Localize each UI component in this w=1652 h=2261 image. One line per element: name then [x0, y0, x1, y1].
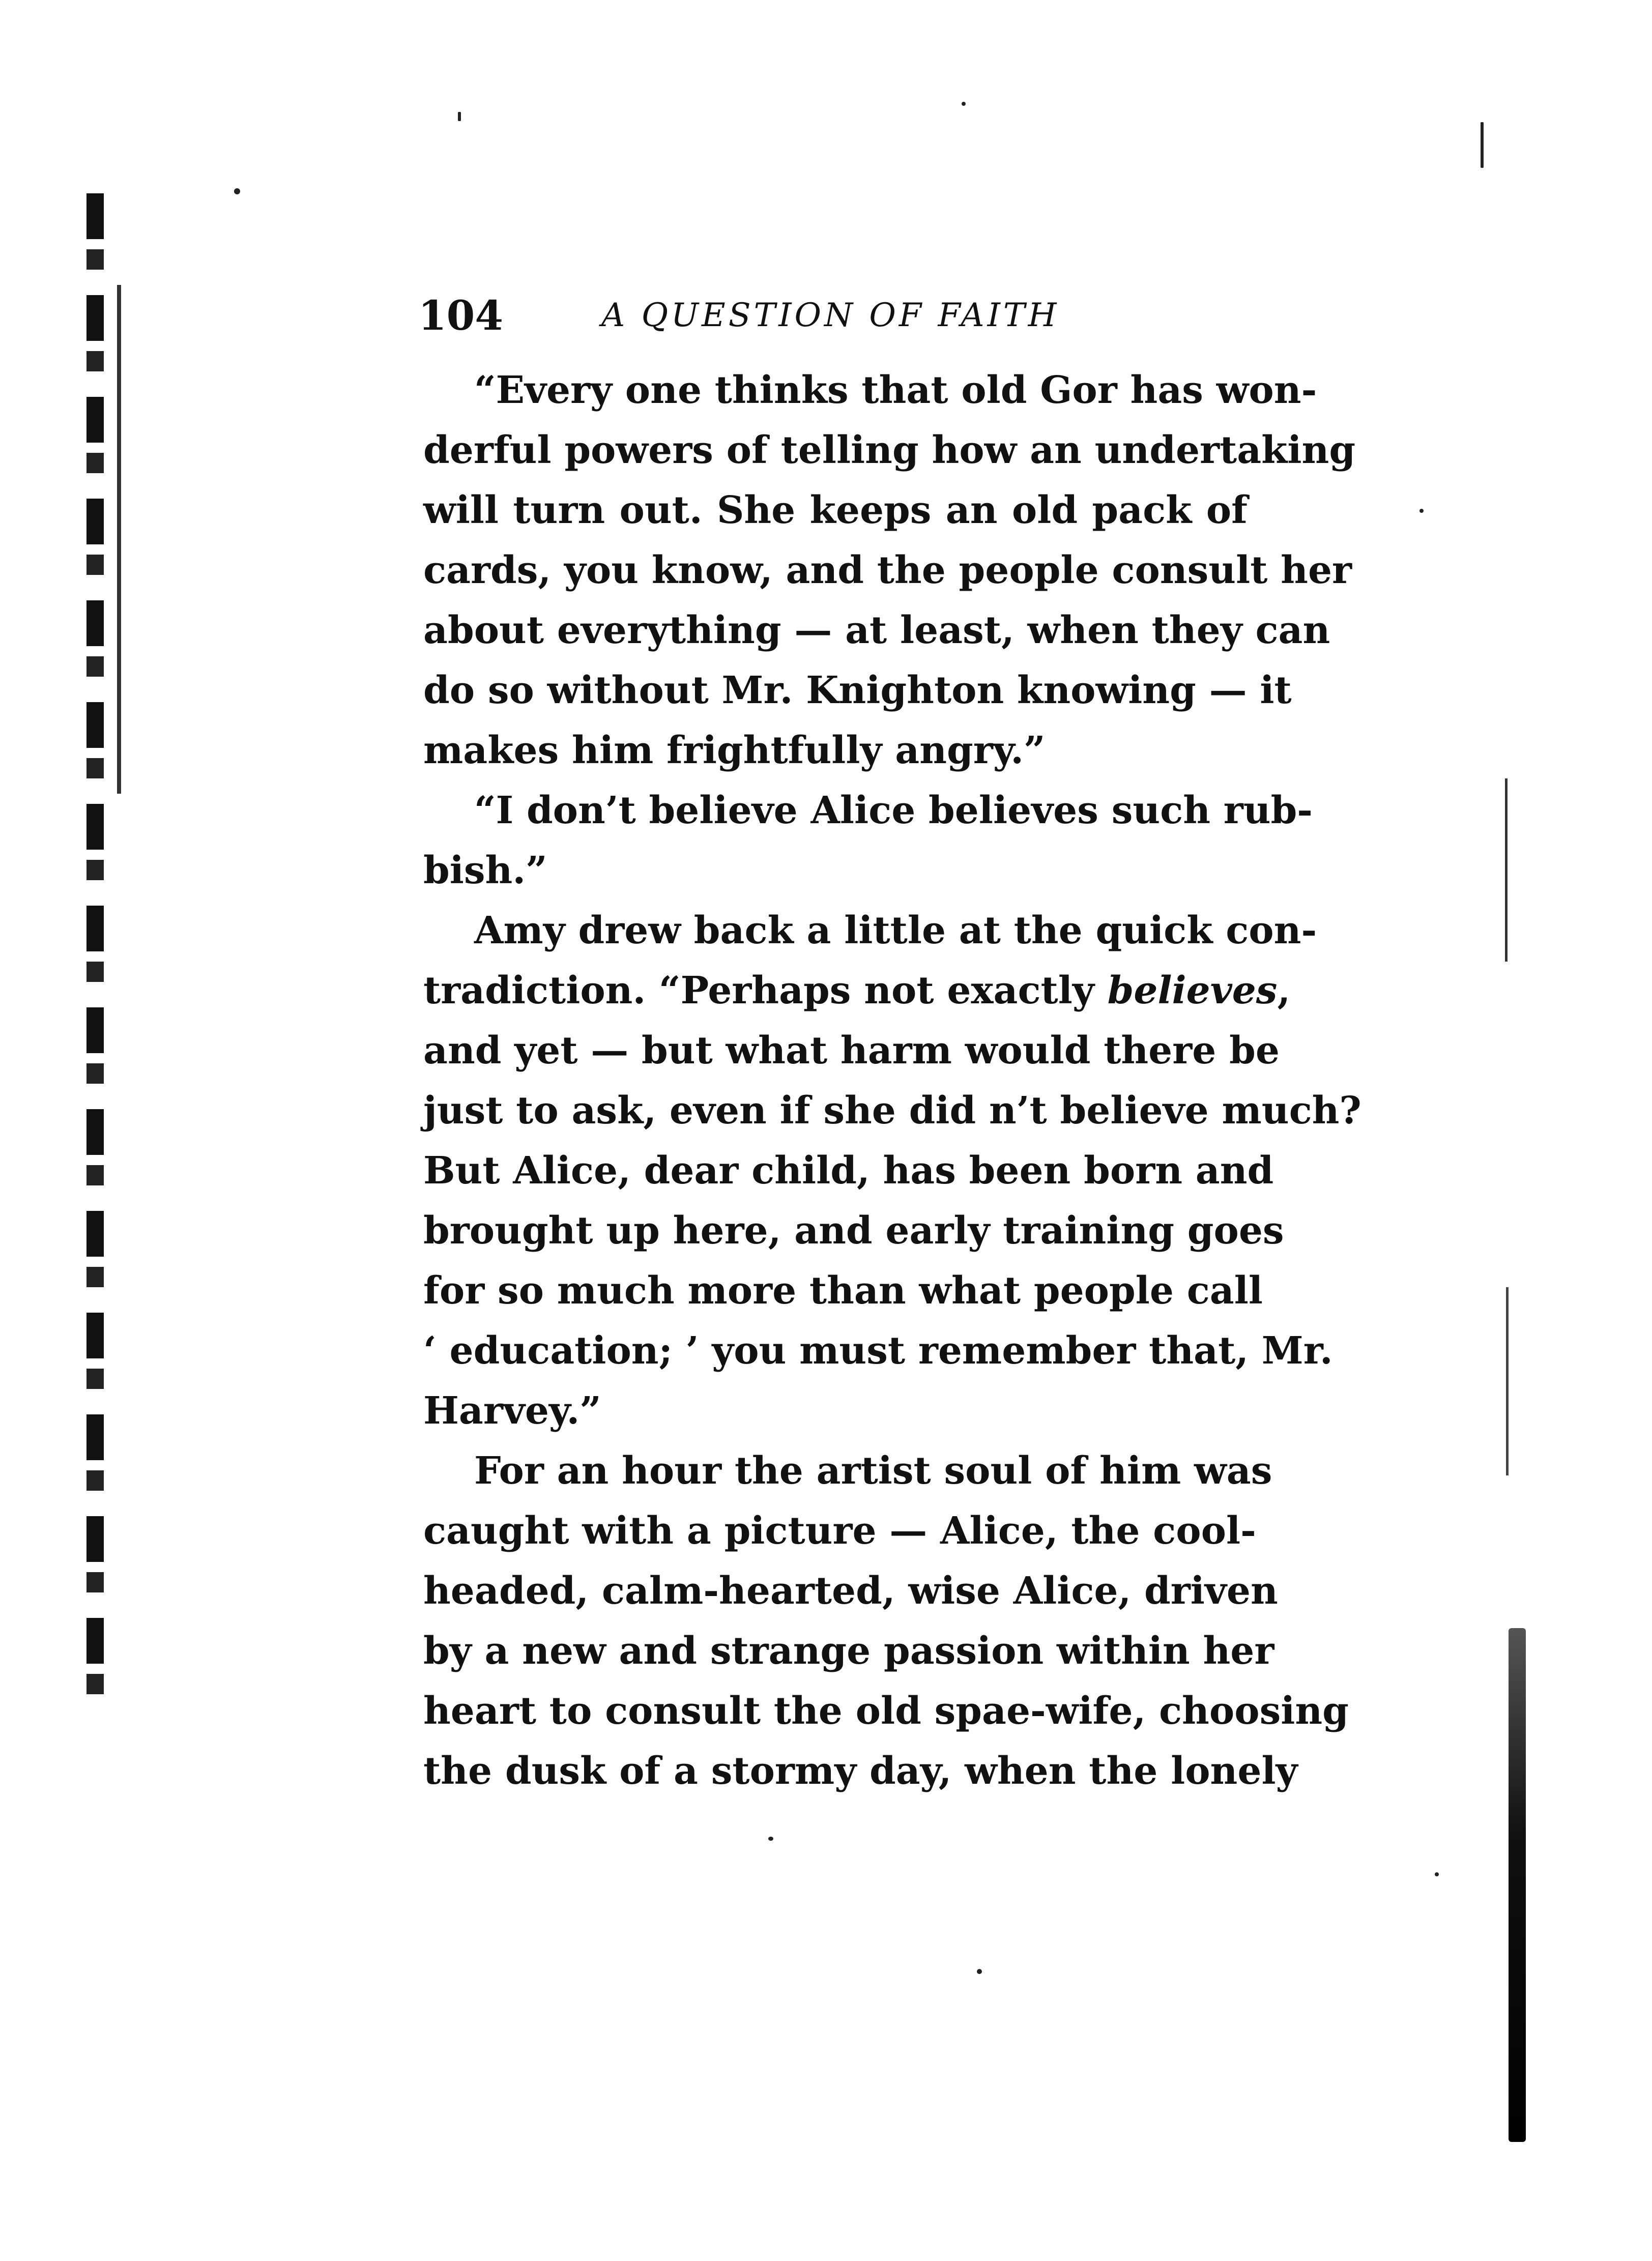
scan-speck [962, 102, 966, 106]
text-line: bish.” [423, 849, 547, 892]
text-line: about everything — at least, when they can [423, 608, 1330, 652]
scan-binding-edge-right [1509, 1628, 1526, 2142]
text-line: But Alice, dear child, has been born and [423, 1149, 1274, 1193]
text-line: for so much more than what people call [423, 1269, 1263, 1313]
text-line: heart to consult the old spae-wife, choosing [423, 1689, 1349, 1733]
text-line: tradiction. “Perhaps not exactly believes, [423, 969, 1291, 1012]
body-text [423, 360, 1361, 1801]
text-line: the dusk of a stormy day, when the lonely [423, 1749, 1298, 1793]
scan-speck [1481, 122, 1484, 168]
text-line: “I don’t believe Alice believes such rub- [474, 789, 1313, 832]
page-number: 104 [418, 292, 503, 339]
scan-binding-line-right-upper [1505, 778, 1508, 962]
text-line: caught with a picture — Alice, the cool- [423, 1509, 1256, 1553]
scan-speck [234, 188, 240, 194]
emphasized-word: believes [1107, 969, 1278, 1012]
scan-speck [1419, 509, 1424, 513]
text-line: will turn out. She keeps an old pack of [423, 488, 1248, 532]
text-line: cards, you know, and the people consult her [423, 548, 1352, 592]
text-line: by a new and strange passion within her [423, 1629, 1274, 1673]
scan-speck [1435, 1872, 1439, 1876]
scan-binding-line-right-lower [1506, 1287, 1509, 1475]
text-line: Amy drew back a little at the quick con- [474, 909, 1317, 952]
text-line: For an hour the artist soul of him was [474, 1449, 1272, 1493]
scan-speck [977, 1969, 982, 1974]
text-line: do so without Mr. Knighton knowing — it [423, 669, 1292, 712]
text-line: brought up here, and early training goes [423, 1209, 1284, 1253]
scan-speck [768, 1837, 773, 1841]
running-head [418, 287, 1258, 343]
text-line: ‘ education; ’ you must remember that, Mr. [423, 1329, 1333, 1373]
text-line: derful powers of telling how an undertaking [423, 428, 1356, 472]
scan-binding-line-left [117, 285, 121, 794]
scan-binding-edge-left [86, 193, 104, 1699]
text-line: just to ask, even if she did n’t believe much? [423, 1089, 1361, 1133]
running-title: A QUESTION OF FAITH [601, 297, 1060, 334]
text-line: “Every one thinks that old Gor has won- [474, 368, 1317, 412]
scan-speck [458, 112, 461, 121]
text-line: and yet — but what harm would there be [423, 1029, 1280, 1072]
text-line: makes him frightfully angry.” [423, 729, 1046, 772]
text-line: headed, calm-hearted, wise Alice, driven [423, 1569, 1278, 1613]
text-line: Harvey.” [423, 1389, 601, 1433]
